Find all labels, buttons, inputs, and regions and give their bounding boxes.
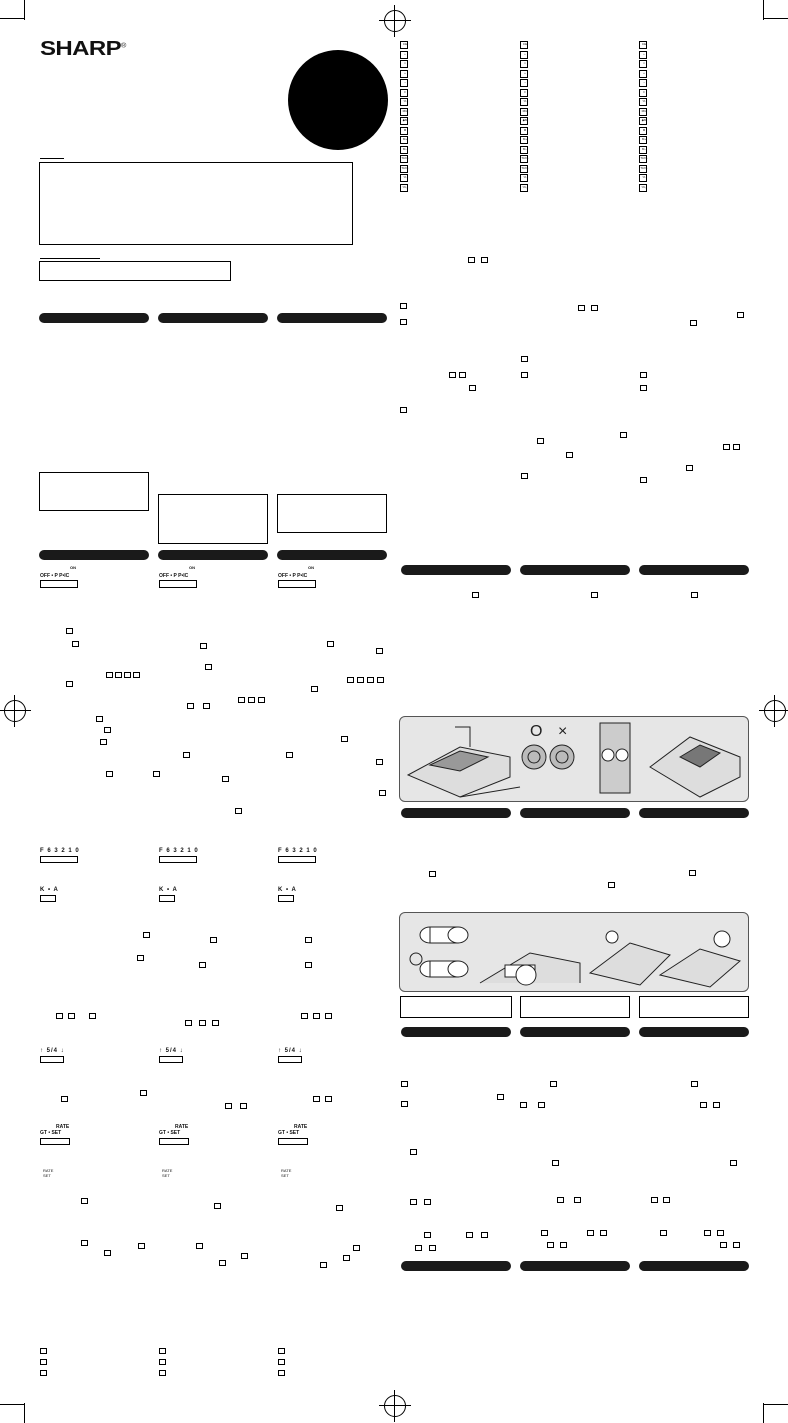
key-icon	[66, 628, 73, 634]
legend-key-icon	[520, 89, 528, 97]
key-icon	[68, 1013, 75, 1019]
key-icon	[353, 1245, 360, 1251]
key-icon	[311, 686, 318, 692]
legend-key-label: M	[642, 127, 646, 132]
section-bar	[520, 1027, 630, 1037]
key-icon	[552, 1160, 559, 1166]
key-icon	[377, 677, 384, 683]
paper-feed-key-icon	[472, 592, 479, 598]
gt-key-icon	[278, 1348, 285, 1354]
section-bar	[639, 808, 749, 818]
legend-key-icon	[520, 174, 528, 182]
key-icon	[429, 871, 436, 877]
legend-key-icon	[639, 136, 647, 144]
key-icon	[225, 1103, 232, 1109]
key-icon	[521, 372, 528, 378]
legend-key-label: %/₀	[522, 184, 528, 189]
legend-key-icon	[400, 174, 408, 182]
gt-key-icon	[159, 1348, 166, 1354]
key-icon	[574, 1197, 581, 1203]
key-icon	[106, 672, 113, 678]
legend-key-label: +	[643, 70, 645, 75]
key-icon	[104, 727, 111, 733]
gt-key-icon	[278, 1370, 285, 1376]
key-icon	[72, 641, 79, 647]
key-icon	[81, 1240, 88, 1246]
key-icon	[538, 1102, 545, 1108]
key-icon	[401, 1081, 408, 1087]
registration-mark	[384, 1395, 406, 1417]
key-icon	[248, 697, 255, 703]
key-icon	[401, 1101, 408, 1107]
legend-key-icon	[639, 127, 647, 135]
legend-key-label: MU	[402, 108, 408, 113]
key-icon	[566, 452, 573, 458]
key-icon	[222, 776, 229, 782]
legend-key-label: TAX+	[640, 156, 648, 160]
legend-key-icon	[639, 174, 647, 182]
section-bar	[639, 1027, 749, 1037]
legend-key-label: TAX−	[521, 165, 529, 170]
legend-key-icon	[520, 70, 528, 78]
key-icon	[124, 672, 131, 678]
key-icon	[591, 305, 598, 311]
legend-key-label: %	[642, 99, 646, 103]
key-icon	[547, 1242, 554, 1248]
legend-key-icon	[400, 89, 408, 97]
legend-key-label: ±	[643, 89, 645, 94]
legend-key-icon	[639, 165, 647, 173]
crop-mark	[24, 1403, 25, 1423]
legend-key-label: %	[403, 175, 407, 179]
key-icon	[587, 1230, 594, 1236]
legend-key-icon	[400, 108, 408, 116]
legend-key-icon	[520, 184, 528, 192]
legend-key-icon	[400, 184, 408, 192]
legend-key-icon	[639, 184, 647, 192]
sharp-logo: SHARP®	[40, 38, 126, 60]
feed-key-icon	[278, 1359, 285, 1365]
key-icon	[520, 1102, 527, 1108]
key-icon	[66, 681, 73, 687]
key-icon	[376, 759, 383, 765]
key-icon	[199, 1020, 206, 1026]
legend-key-label: +	[404, 70, 406, 75]
rate-set-label: RATE SET	[43, 1168, 54, 1178]
legend-key-icon	[520, 60, 528, 68]
key-icon	[100, 739, 107, 745]
legend-key-label: M−	[522, 146, 528, 151]
key-icon	[429, 1245, 436, 1251]
key-icon	[730, 1160, 737, 1166]
incorrect-mark: ×	[558, 723, 568, 740]
key-icon	[400, 407, 407, 413]
key-icon	[115, 672, 122, 678]
key-icon	[320, 1262, 327, 1268]
key-icon	[640, 372, 647, 378]
legend-key-label: →	[403, 80, 407, 84]
key-icon	[341, 736, 348, 742]
gt-key-icon	[40, 1370, 47, 1376]
key-icon	[210, 937, 217, 943]
key-icon	[235, 808, 242, 814]
key-icon	[660, 1230, 667, 1236]
crop-mark	[763, 1403, 764, 1423]
legend-key-icon	[400, 79, 408, 87]
key-icon	[89, 1013, 96, 1019]
key-icon	[187, 703, 194, 709]
key-icon	[713, 1102, 720, 1108]
legend-key-icon	[400, 165, 408, 173]
key-icon	[104, 1250, 111, 1256]
key-icon	[325, 1096, 332, 1102]
key-icon	[286, 752, 293, 758]
legend-key-label: M−	[641, 146, 647, 151]
key-icon	[183, 752, 190, 758]
key-icon	[497, 1094, 504, 1100]
legend-key-icon	[400, 60, 408, 68]
legend-key-label: M+	[641, 137, 647, 141]
key-icon	[704, 1230, 711, 1236]
key-icon	[469, 385, 476, 391]
legend-key-icon	[520, 136, 528, 144]
section-bar	[520, 1261, 630, 1271]
key-icon	[200, 643, 207, 649]
decorative-disc	[288, 50, 388, 150]
legend-key-label: ±	[524, 89, 526, 94]
key-icon	[521, 473, 528, 479]
key-icon	[343, 1255, 350, 1261]
notice-box-small	[39, 261, 231, 281]
legend-key-label: ÷	[524, 51, 526, 56]
legend-key-label: %	[523, 175, 527, 179]
key-icon	[212, 1020, 219, 1026]
legend-key-icon	[639, 108, 647, 116]
key-icon	[347, 677, 354, 683]
info-box	[277, 494, 387, 533]
key-icon	[459, 372, 466, 378]
key-icon	[578, 305, 585, 311]
legend-key-icon	[520, 127, 528, 135]
key-icon	[133, 672, 140, 678]
rate-set-selector: RATE GT • SET	[40, 1125, 80, 1155]
registration-mark	[4, 700, 26, 722]
key-icon	[143, 932, 150, 938]
legend-key-label: TAX−	[401, 165, 409, 170]
key-icon	[140, 1090, 147, 1096]
key-icon	[56, 1013, 63, 1019]
legend-key-icon	[520, 41, 528, 49]
legend-key-label: CE	[402, 42, 408, 46]
legend-key-label: TAX+	[521, 156, 529, 160]
registration-mark	[384, 10, 406, 32]
legend-key-icon	[639, 146, 647, 154]
legend-key-label: M	[403, 127, 407, 132]
legend-key-label: %	[403, 99, 407, 103]
key-icon	[325, 1013, 332, 1019]
crop-mark	[763, 0, 764, 20]
key-icon	[468, 257, 475, 263]
legend-key-icon	[520, 155, 528, 163]
section-bar	[39, 550, 149, 560]
legend-key-label: MU	[641, 108, 647, 113]
key-icon	[720, 1242, 727, 1248]
legend-key-icon	[400, 51, 408, 59]
legend-key-icon	[639, 41, 647, 49]
legend-key-label: M+	[402, 137, 408, 141]
legend-key-icon	[520, 146, 528, 154]
legend-key-label: ×	[643, 61, 645, 65]
key-icon	[238, 697, 245, 703]
section-bar	[158, 313, 268, 323]
gt-key-icon	[40, 1348, 47, 1354]
legend-key-icon	[400, 98, 408, 106]
section-bar	[639, 1261, 749, 1271]
section-bar	[401, 1261, 511, 1271]
feed-key-icon	[159, 1359, 166, 1365]
gt-key-icon	[159, 1370, 166, 1376]
key-icon	[640, 477, 647, 483]
paper-feed-key-icon	[591, 592, 598, 598]
section-bar	[639, 565, 749, 575]
key-icon	[733, 444, 740, 450]
key-icon	[241, 1253, 248, 1259]
key-icon	[690, 320, 697, 326]
key-icon	[219, 1260, 226, 1266]
section-bar	[401, 808, 511, 818]
key-icon	[689, 870, 696, 876]
legend-key-icon	[639, 70, 647, 78]
key-icon	[541, 1230, 548, 1236]
legend-key-icon	[639, 155, 647, 163]
legend-key-icon	[639, 89, 647, 97]
key-icon	[560, 1242, 567, 1248]
key-icon	[663, 1197, 670, 1203]
power-switch-diagram: ON OFF • P P•IC	[40, 565, 86, 589]
crop-mark	[0, 18, 24, 19]
section-underline	[40, 258, 100, 259]
key-icon	[410, 1149, 417, 1155]
power-switch-diagram: ON OFF • P P•IC	[159, 565, 205, 589]
legend-key-icon	[639, 79, 647, 87]
legend-key-label: →	[523, 80, 527, 84]
key-icon	[449, 372, 456, 378]
crop-mark	[764, 18, 788, 19]
key-icon	[723, 444, 730, 450]
key-icon	[686, 465, 693, 471]
legend-key-icon	[400, 155, 408, 163]
crop-mark	[764, 1404, 788, 1405]
info-box	[158, 494, 268, 544]
legend-key-icon	[520, 51, 528, 59]
key-icon	[305, 937, 312, 943]
key-icon	[305, 962, 312, 968]
key-icon	[205, 664, 212, 670]
key-icon	[600, 1230, 607, 1236]
section-bar	[39, 313, 149, 323]
legend-key-label: →	[642, 80, 646, 84]
key-icon	[415, 1245, 422, 1251]
legend-key-label: ×	[404, 61, 406, 65]
key-icon	[203, 703, 210, 709]
legend-key-icon	[520, 165, 528, 173]
legend-key-icon	[639, 51, 647, 59]
legend-key-label: ×	[524, 61, 526, 65]
key-icon	[138, 1243, 145, 1249]
legend-key-icon	[520, 108, 528, 116]
legend-key-icon	[520, 98, 528, 106]
key-icon	[550, 1081, 557, 1087]
feed-key-icon	[40, 1359, 47, 1365]
legend-key-label: MU	[522, 108, 528, 113]
key-icon	[608, 882, 615, 888]
section-bar	[277, 313, 387, 323]
legend-key-label: ±	[404, 89, 406, 94]
key-icon	[640, 385, 647, 391]
key-icon	[367, 677, 374, 683]
section-bar	[277, 550, 387, 560]
legend-key-icon	[400, 70, 408, 78]
key-icon	[481, 1232, 488, 1238]
paper-roll-figure	[399, 912, 749, 992]
key-icon	[313, 1096, 320, 1102]
key-icon	[153, 771, 160, 777]
legend-key-label: +	[524, 70, 526, 75]
key-icon	[620, 432, 627, 438]
key-icon	[424, 1199, 431, 1205]
legend-key-icon	[400, 146, 408, 154]
key-icon	[691, 1081, 698, 1087]
legend-key-label: CE	[641, 42, 647, 46]
legend-key-label: M−	[402, 146, 408, 151]
legend-key-label: ÷	[643, 51, 645, 56]
legend-key-label: ◆M	[522, 118, 528, 122]
crop-mark	[0, 1404, 24, 1405]
legend-key-label: ◆M	[641, 118, 647, 122]
rate-set-label: RATE SET	[162, 1168, 173, 1178]
power-switch-diagram: ON OFF • P P•IC	[278, 565, 324, 589]
info-box	[400, 996, 512, 1018]
registration-mark	[764, 700, 786, 722]
key-icon	[240, 1103, 247, 1109]
legend-key-label: M+	[522, 137, 528, 141]
section-underline	[40, 158, 64, 159]
legend-key-icon	[639, 98, 647, 106]
key-icon	[376, 648, 383, 654]
key-icon	[199, 962, 206, 968]
legend-key-icon	[520, 117, 528, 125]
key-icon	[557, 1197, 564, 1203]
section-bar	[520, 808, 630, 818]
key-icon	[214, 1203, 221, 1209]
key-icon	[410, 1199, 417, 1205]
key-icon	[301, 1013, 308, 1019]
key-icon	[137, 955, 144, 961]
legend-key-icon	[639, 117, 647, 125]
key-icon	[327, 641, 334, 647]
key-icon	[651, 1197, 658, 1203]
key-icon	[481, 257, 488, 263]
legend-key-label: TAX+	[401, 156, 409, 160]
key-icon	[196, 1243, 203, 1249]
legend-key-icon	[639, 60, 647, 68]
paper-installation-figure	[399, 716, 749, 802]
key-icon	[466, 1232, 473, 1238]
section-bar	[401, 1027, 511, 1037]
rate-set-selector: RATE GT • SET	[159, 1125, 199, 1155]
paper-roll-illustration	[400, 913, 750, 993]
legend-key-label: ◆M	[402, 118, 408, 122]
key-icon	[400, 303, 407, 309]
key-icon	[106, 771, 113, 777]
crop-mark	[24, 0, 25, 20]
key-icon	[737, 312, 744, 318]
section-bar	[158, 550, 268, 560]
key-icon	[336, 1205, 343, 1211]
section-bar	[520, 565, 630, 575]
rate-set-label: RATE SET	[281, 1168, 292, 1178]
rate-set-selector: RATE GT • SET	[278, 1125, 318, 1155]
key-icon	[96, 716, 103, 722]
key-icon	[81, 1198, 88, 1204]
key-icon	[733, 1242, 740, 1248]
legend-key-label: CE	[522, 42, 528, 46]
legend-key-label: %/₀	[641, 184, 647, 189]
notice-box	[39, 162, 353, 245]
legend-key-label: TAX−	[640, 165, 648, 170]
key-icon	[61, 1096, 68, 1102]
info-box	[639, 996, 749, 1018]
legend-key-icon	[400, 117, 408, 125]
correct-mark: O	[530, 723, 543, 740]
section-bar	[401, 565, 511, 575]
legend-key-label: ÷	[404, 51, 406, 56]
key-icon	[313, 1013, 320, 1019]
paper-feed-key-icon	[691, 592, 698, 598]
key-icon	[537, 438, 544, 444]
paper-installation-illustration	[400, 717, 750, 803]
key-icon	[521, 356, 528, 362]
legend-key-label: %	[642, 175, 646, 179]
legend-key-icon	[520, 79, 528, 87]
key-icon	[258, 697, 265, 703]
key-icon	[379, 790, 386, 796]
key-icon	[700, 1102, 707, 1108]
legend-key-icon	[400, 127, 408, 135]
legend-key-label: %/₀	[402, 184, 408, 189]
key-icon	[717, 1230, 724, 1236]
legend-key-label: %	[523, 99, 527, 103]
legend-key-icon	[400, 136, 408, 144]
key-icon	[424, 1232, 431, 1238]
info-box	[520, 996, 630, 1018]
key-icon	[400, 319, 407, 325]
legend-key-icon	[400, 41, 408, 49]
info-box	[39, 472, 149, 511]
key-icon	[185, 1020, 192, 1026]
legend-key-label: M	[523, 127, 527, 132]
key-icon	[357, 677, 364, 683]
